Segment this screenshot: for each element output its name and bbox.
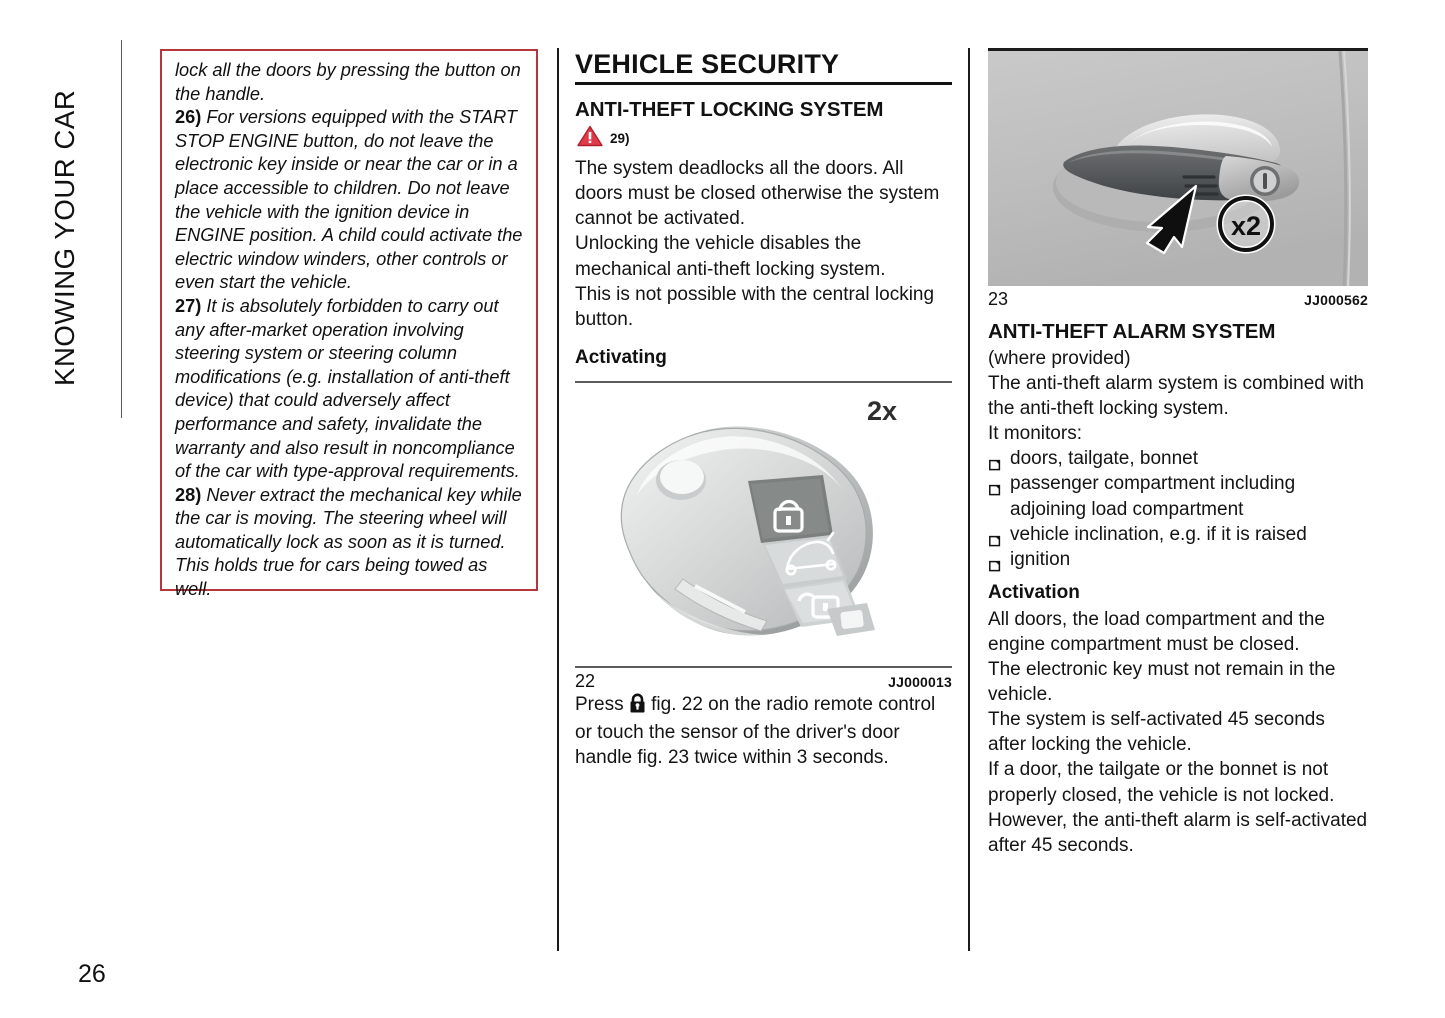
warning-paragraph-text: Never extract the mechanical key while the car is moving. The steering wheel will automatically lock as soon as it is turned. This holds true for cars being towed as well. xyxy=(175,484,522,600)
list-item-label: passenger compartment including adjoining load compartment xyxy=(1010,473,1296,520)
paragraph-where-provided: (where provided) xyxy=(988,348,1131,369)
chapter-tab xyxy=(0,40,130,418)
square-bullet-icon xyxy=(989,478,1001,490)
instruction-text-after: fig. 22 on the radio remote control or touch the sensor of the driver's door handle fig. 23 twice within 3 seconds. xyxy=(575,693,936,769)
paragraph-doors-closed: All doors, the load compartment and the engine compartment must be closed. xyxy=(988,608,1325,655)
door-handle-illustration xyxy=(988,51,1368,286)
warning-paragraph-number: 28) xyxy=(175,484,202,505)
chapter-tab-label: KNOWING YOUR CAR xyxy=(49,89,80,386)
warning-callout-box xyxy=(160,49,538,600)
right-column xyxy=(988,48,1368,858)
list-item-label: vehicle inclination, e.g. if it is raised xyxy=(1010,523,1307,545)
figure-caption xyxy=(575,671,952,692)
warning-paragraph xyxy=(175,106,525,295)
paragraph-unlocking: Unlocking the vehicle disables the mechanical anti-theft locking system. xyxy=(575,233,886,280)
warning-paragraph xyxy=(175,295,525,484)
warning-paragraph-text: For versions equipped with the START STOP ENGINE button, do not leave the electronic key inside or near the car or in a place accessible to children. Do not leave the vehicle with the ignition device in ENGINE position. A child could activate the electric window winders, other controls or even start the vehicle. xyxy=(175,107,523,293)
warning-paragraph-text: It is absolutely forbidden to carry out any after-market operation involving steering system or steering column modifications (e.g. installation of anti-theft device) that could adversely affect performance and safety, invalidate the warranty and also result in noncompliance of the car with type-approval requirements. xyxy=(175,295,520,482)
figure-door-handle xyxy=(988,48,1368,286)
subsection-title-anti-theft-alarm: ANTI-THEFT ALARM SYSTEM xyxy=(988,320,1276,343)
figure-repeat-label: 2x xyxy=(866,395,897,426)
list-item xyxy=(988,547,1368,572)
svg-text:x2: x2 xyxy=(1230,211,1262,241)
chapter-tab-rule xyxy=(121,40,122,418)
warning-paragraph-number: 26) xyxy=(175,107,202,128)
activation-heading: Activation xyxy=(988,581,1080,603)
list-item xyxy=(988,446,1368,471)
square-bullet-icon xyxy=(989,529,1001,541)
warning-triangle-icon xyxy=(577,125,603,152)
warning-reference xyxy=(577,126,952,150)
list-item xyxy=(988,522,1368,547)
figure-number: 22 xyxy=(575,670,596,691)
figure-caption xyxy=(988,289,1368,310)
figure-number: 23 xyxy=(988,289,1009,309)
activating-heading: Activating xyxy=(575,346,667,368)
figure-code: JJ000562 xyxy=(1304,292,1368,308)
paragraph-alarm-combined: The anti-theft alarm system is combined with the anti-theft locking system. xyxy=(988,373,1364,420)
paragraph-deadlock: The system deadlocks all the doors. All doors must be closed otherwise the system cannot be activated. xyxy=(575,158,940,230)
figure-rule-bottom xyxy=(575,666,952,668)
warning-paragraph xyxy=(175,484,525,602)
paragraph-press-instruction xyxy=(575,692,952,770)
square-bullet-icon xyxy=(989,453,1001,465)
square-bullet-icon xyxy=(989,554,1001,566)
middle-column xyxy=(575,48,952,770)
section-title-underline xyxy=(575,82,952,85)
figure-key-fob xyxy=(575,383,952,666)
page-number: 26 xyxy=(78,960,106,988)
paragraph-monitors-lead: It monitors: xyxy=(988,423,1082,445)
list-item-label: doors, tailgate, bonnet xyxy=(1010,448,1199,470)
warning-reference-number: 29) xyxy=(610,130,630,146)
warning-paragraph-number: 27) xyxy=(175,295,202,316)
paragraph-self-activated: The system is self-activated 45 seconds after locking the vehicle. xyxy=(988,709,1325,756)
column-divider-left xyxy=(557,48,559,951)
warning-paragraph xyxy=(175,59,525,106)
figure-code: JJ000013 xyxy=(888,673,952,690)
instruction-text-before: Press xyxy=(575,693,629,715)
paragraph-central-locking: This is not possible with the central locking button. xyxy=(575,283,935,330)
list-item-label: ignition xyxy=(1010,548,1071,570)
subsection-title-anti-theft-locking: ANTI-THEFT LOCKING SYSTEM xyxy=(575,98,884,122)
padlock-icon xyxy=(629,693,646,720)
paragraph-key-not-remain: The electronic key must not remain in the vehicle. xyxy=(988,659,1336,706)
warning-paragraph-text: lock all the doors by pressing the button on the handle. xyxy=(175,60,521,104)
paragraph-improperly-closed: If a door, the tailgate or the bonnet is not properly closed, the vehicle is not locked. However, the anti-theft alarm is self-activated after 45 seconds. xyxy=(988,759,1368,856)
column-divider-right xyxy=(968,48,970,951)
monitored-items-list xyxy=(988,446,1368,571)
list-item xyxy=(988,471,1368,521)
section-title: VEHICLE SECURITY xyxy=(575,49,840,79)
